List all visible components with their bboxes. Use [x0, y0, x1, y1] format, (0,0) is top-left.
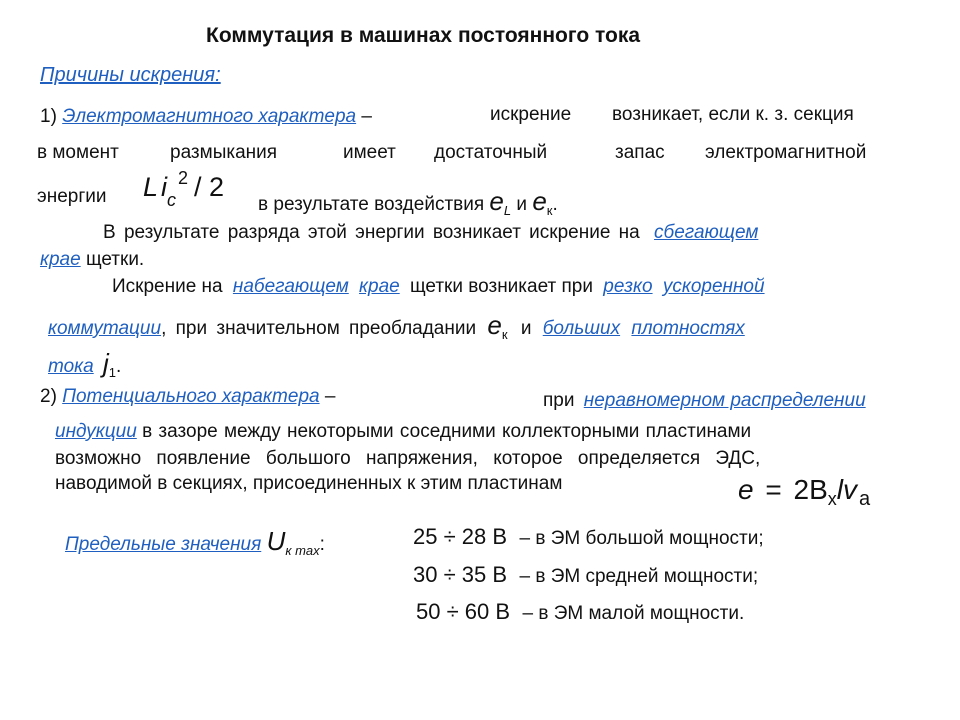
item1-l2-1: в момент [37, 142, 119, 163]
link-nabegayushchem[interactable]: набегающем [232, 276, 349, 297]
link-rezko[interactable]: резко [603, 276, 653, 297]
para2-line1: Искрение на набегающем крае щетки возникает при резко ускоренной [112, 276, 765, 297]
limit-row-3: 50 ÷ 60 В – в ЭМ малой мощности. [416, 599, 745, 624]
limit-row-1: 25 ÷ 28 В – в ЭМ большой мощности; [413, 524, 764, 549]
link-krae-2[interactable]: крае [359, 276, 400, 297]
limit-row-2: 30 ÷ 35 В – в ЭМ средней мощности; [413, 562, 759, 587]
link-predelnye[interactable]: Предельные значения [65, 534, 262, 555]
item1-link[interactable]: Электромагнитного характера [62, 106, 357, 127]
item1-line1 [40, 106, 372, 128]
subtitle-link[interactable]: Причины искрения: [40, 64, 221, 86]
link-kommutatsii[interactable]: коммутации [48, 318, 162, 339]
item2-line3: возможно появление большого напряжения, которое определяется ЭДС, [55, 448, 761, 469]
item2-link[interactable]: Потенциального характера [62, 386, 320, 407]
item1-word2: возникает, если к. з. секция [612, 104, 854, 125]
item2-line2: индукции в зазоре между некоторыми соседними коллекторными пластинами [55, 421, 752, 442]
link-sbegayushchem[interactable]: сбегающем [654, 222, 759, 243]
emf-formula: $e = 2B_xlv$ $_a$ [738, 474, 871, 510]
link-toka[interactable]: тока [48, 356, 94, 377]
item1-dash: – [361, 106, 372, 127]
link-neravnomernom[interactable]: неравномерном распределении [583, 390, 866, 411]
limits-label: Предельные значения $U_{к max}$: [65, 526, 325, 558]
para2-line3: тока $j_1$. [48, 348, 122, 380]
para1-line2: крае щетки. [40, 249, 145, 270]
link-uskorennoy[interactable]: ускоренной [662, 276, 765, 297]
item1-l2-2: размыкания [170, 142, 278, 163]
item2-number: 2) [40, 386, 57, 407]
link-plotnostyakh[interactable]: плотностях [631, 318, 745, 339]
item2-pri: при неравномерном распределении [543, 390, 866, 411]
link-krae-1[interactable]: крае [40, 249, 81, 270]
page-title: Коммутация в машинах постоянного тока [206, 24, 641, 47]
item1-result: в результате воздействия $e_L$ и $e_к$. [258, 186, 558, 218]
item2-line1: 2) Потенциального характера – [40, 386, 336, 407]
item1-l2-5: запас [615, 142, 665, 163]
item2-line4: наводимой в секциях, присоединенных к этим пластинам [55, 473, 563, 494]
para1-line1: В результате разряда этой энергии возникает искрение на сбегающем [103, 222, 759, 243]
link-induktsii[interactable]: индукции [55, 421, 137, 442]
item1-l2-3: имеет [343, 142, 396, 163]
para2-line2: коммутации, при значительном преобладании $e_к$ и больших плотностях [48, 310, 745, 342]
item1-l2-4: достаточный [434, 142, 548, 163]
item1-energy: энергии [37, 186, 107, 207]
item1-l2-6: электромагнитной [705, 142, 867, 163]
link-bolshikh[interactable]: больших [542, 318, 621, 339]
item1-word1: искрение [490, 104, 572, 125]
item1-number: 1) [40, 106, 57, 127]
energy-formula: L $i_c^2 / 2$ [143, 168, 225, 210]
